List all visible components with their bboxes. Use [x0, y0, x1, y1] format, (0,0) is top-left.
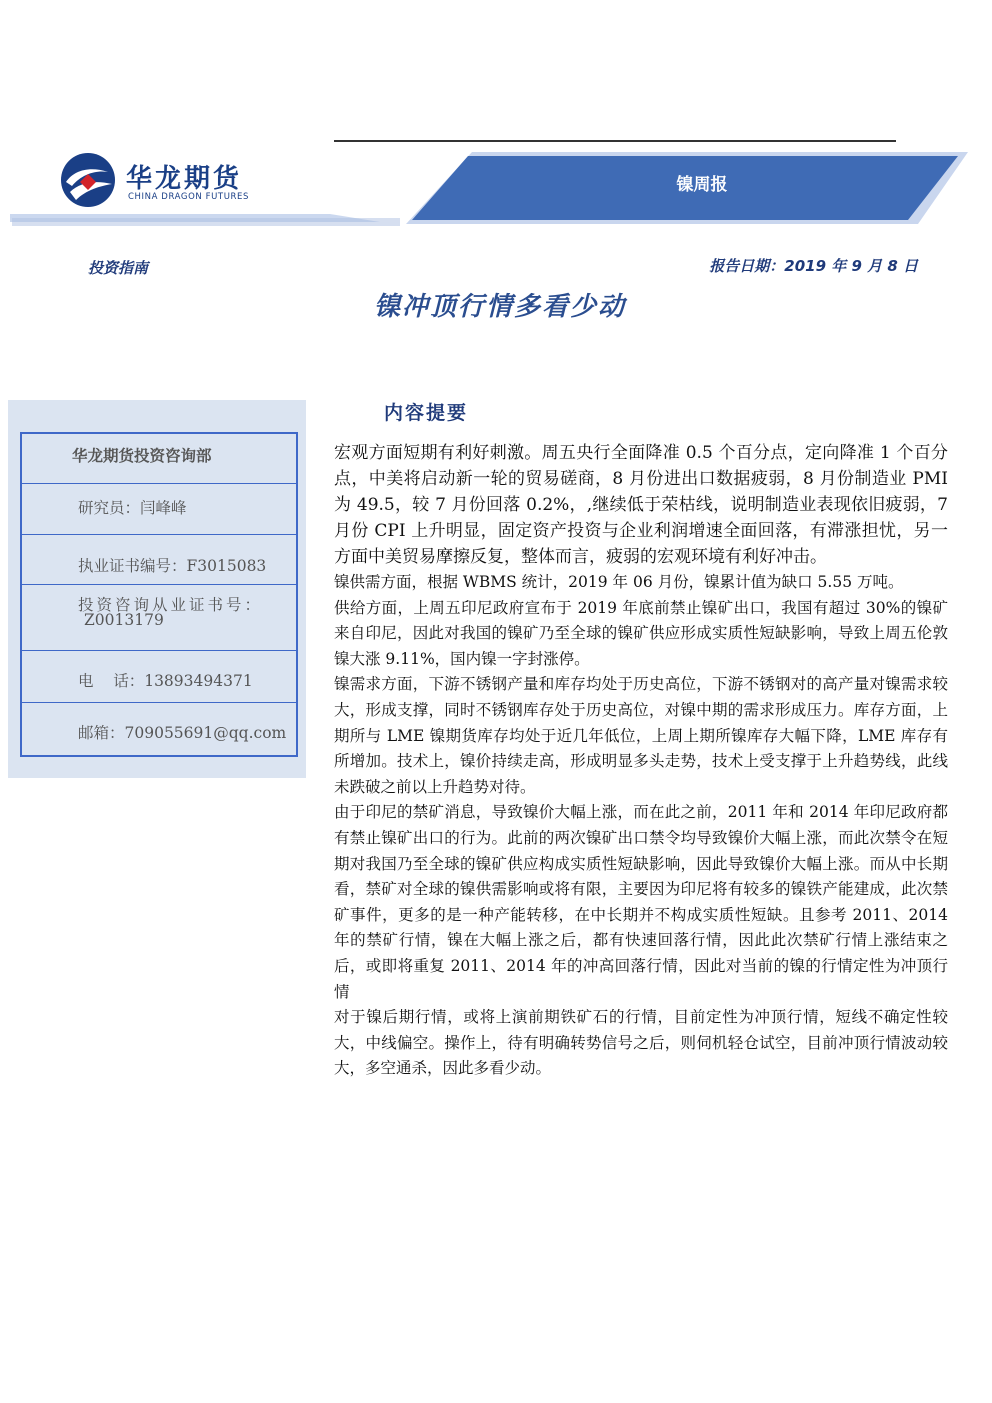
guide-label: 投资指南	[88, 259, 149, 277]
researcher: 研究员：闫峰峰	[78, 499, 187, 517]
paragraph-ban-analysis: 由于印尼的禁矿消息，导致镍价大幅上涨，而在此之前，2011 年和 2014 年印尼政府都有禁止镍矿出口的行为。此前的两次镍矿出口禁令均导致镍价大幅上涨，而此次禁令在短期对我国乃至全球的镍矿供应构成实质性短缺影响，因此导致镍价大幅上涨。而从中长期看，禁矿对全球的镍供需影响或将有限，主要因为印尼将有较多的镍铁产能建成，此次禁矿事件，更多的是一种产能转移，在中长期并不构成实质性短缺。且参考 2011、2014 年的禁矿行情，镍在大幅上涨之后，都有快速回落行情，因此此次禁矿行情上涨结束之后，或即将重复 2011、2014 年的冲高回落行情，因此对当前的镍的行情定性为冲顶行情	[334, 803, 948, 1001]
summary-body	[334, 440, 948, 1082]
china-dragon-logo-icon	[60, 152, 116, 208]
license-row	[22, 535, 296, 585]
license-number: 执业证书编号：F3015083	[78, 557, 267, 575]
dept-row	[22, 434, 296, 484]
report-date: 报告日期：2019 年 9 月 8 日	[709, 257, 918, 275]
phone-row	[22, 651, 296, 703]
paragraph-outlook: 对于镍后期行情，或将上演前期铁矿石的行情，目前定性为冲顶行情，短线不确定性较大，中线偏空。操作上，待有明确转势信号之后，则伺机轻仓试空，目前冲顶行情波动较大，多空通杀，因此多看少动。	[334, 1008, 948, 1078]
brand-name-en: CHINA DRAGON FUTURES	[128, 192, 250, 202]
report-type: 镍周报	[676, 175, 728, 195]
consult-license-label: 投资咨询从业证书号：	[78, 596, 264, 614]
brand-name-cn: 华龙期货	[126, 164, 243, 194]
paragraph-macro: 宏观方面短期有利好刺激。周五央行全面降准 0.5 个百分点，定向降准 1 个百分点，中美将启动新一轮的贸易磋商，8 月份进出口数据疲弱，8 月份制造业 PMI 为 49.5，较 7 月份回落 0.2%，,继续低于荣枯线，说明制造业表现依旧疲弱，7 月份 CPI 上升明显，固定资产投资与企业利润增速全面回落，有滞涨担忧，另一方面中美贸易摩擦反复，整体而言，疲弱的宏观环境有利好冲击。	[334, 443, 948, 567]
consult-license-row	[22, 585, 296, 651]
paragraph-supply-demand: 镍供需方面，根据 WBMS 统计，2019 年 06 月份，镍累计值为缺口 5.55 万吨。	[334, 573, 904, 591]
department-name: 华龙期货投资咨询部	[72, 447, 212, 465]
consult-license-number: Z0013179	[84, 611, 164, 629]
researcher-row	[22, 484, 296, 535]
top-rule	[334, 140, 896, 142]
summary-heading: 内容提要	[384, 402, 469, 424]
phone: 电 话：13893494371	[78, 672, 253, 690]
email-row	[22, 703, 296, 753]
contact-box	[20, 432, 298, 757]
paragraph-demand: 镍需求方面，下游不锈钢产量和库存均处于历史高位，下游不锈钢对的高产量对镍需求较大，形成支撑，同时不锈钢库存处于历史高位，对镍中期的需求形成压力。库存方面，上期所与 LME 镍期货库存均处于近几年低位，上周上期所镍库存大幅下降，LME 库存有所增加。技术上，镍价持续走高，形成明显多头走势，技术上受支撑于上升趋势线，此线未跌破之前以上升趋势对待。	[334, 675, 948, 796]
email: 邮箱：709055691@qq.com	[78, 724, 287, 742]
paragraph-supply: 供给方面，上周五印尼政府宣布于 2019 年底前禁止镍矿出口，我国有超过 30%的镍矿来自印尼，因此对我国的镍矿乃至全球的镍矿供应形成实质性短缺影响，导致上周五伦敦镍大涨 9.11%，国内镍一字封涨停。	[334, 598, 948, 668]
page-title: 镍冲顶行情多看少动	[373, 292, 626, 322]
